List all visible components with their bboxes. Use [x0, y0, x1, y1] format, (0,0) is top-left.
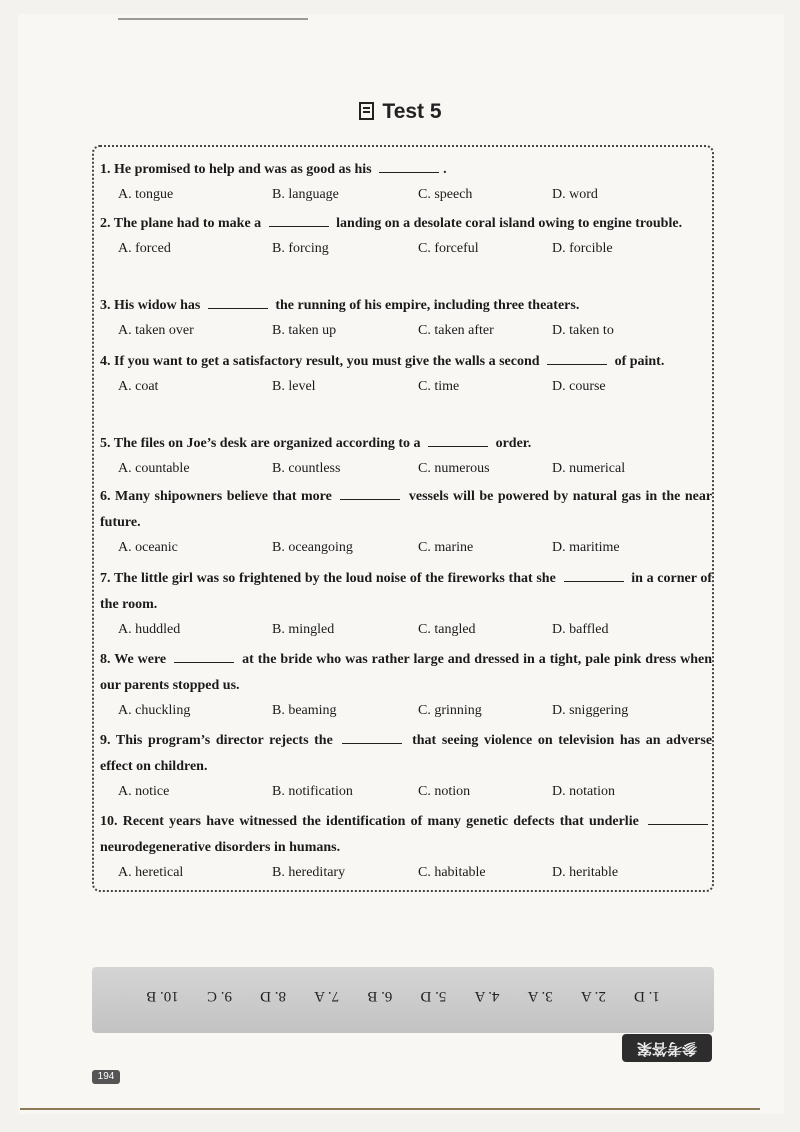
question-stem [100, 728, 712, 780]
question-6 [100, 484, 712, 562]
option-c: C. taken after [418, 323, 494, 338]
answer-blank [269, 214, 329, 227]
answer-blank [379, 160, 439, 173]
question-10 [100, 809, 712, 887]
answer-blank [547, 352, 607, 365]
option-a: A. heretical [118, 865, 184, 880]
question-number: 3. [100, 298, 111, 313]
question-number: 8. [100, 652, 111, 667]
option-b: B. mingled [272, 622, 335, 637]
question-number: 2. [100, 216, 111, 231]
option-d: D. sniggering [552, 703, 629, 718]
question-2 [100, 211, 712, 263]
options-row [100, 699, 712, 725]
options-row [100, 536, 712, 562]
options-row [100, 319, 712, 345]
question-8 [100, 647, 712, 725]
question-stem [100, 431, 712, 457]
question-stem [100, 293, 712, 319]
answer-blank [648, 812, 708, 825]
question-number: 5. [100, 436, 111, 451]
test-icon [358, 102, 376, 120]
option-a: A. oceanic [118, 540, 178, 555]
option-b: B. beaming [272, 703, 337, 718]
option-d: D. numerical [552, 461, 626, 476]
answer-item: 9. C [206, 988, 232, 1004]
page-title [0, 100, 800, 124]
answer-blank [564, 569, 624, 582]
option-a: A. huddled [118, 622, 181, 637]
question-number: 9. [100, 733, 111, 748]
option-b: B. countless [272, 461, 341, 476]
option-a: A. notice [118, 784, 170, 799]
option-a: A. taken over [118, 323, 194, 338]
answer-blank [174, 650, 234, 663]
stem-text-after: neurodegenerative disorders in humans. [100, 840, 341, 855]
question-4 [100, 349, 712, 401]
stem-text: This program’s director rejects the [115, 733, 333, 748]
question-stem [100, 157, 712, 183]
question-5 [100, 431, 712, 483]
option-c: C. grinning [418, 703, 482, 718]
option-d: D. taken to [552, 323, 614, 338]
option-d: D. baffled [552, 622, 609, 637]
answer-item: 5. D [420, 988, 447, 1004]
stem-text-after: that seeing violence on television has an adverse effect on children. [100, 733, 713, 774]
option-c: C. time [418, 379, 460, 394]
answer-blank [208, 296, 268, 309]
options-row [100, 375, 712, 401]
answer-item: 4. A [474, 988, 500, 1004]
stem-text-after: of paint. [614, 354, 665, 369]
answer-key-bar [92, 967, 714, 1033]
stem-text: The files on Joe’s desk are organized according to a [113, 436, 421, 451]
stem-text: We were [114, 652, 167, 667]
stem-text: If you want to get a satisfactory result, you must give the walls a second [114, 354, 540, 369]
option-b: B. taken up [272, 323, 337, 338]
stem-text: He promised to help and was as good as his [114, 162, 372, 177]
answer-item: 7. A [314, 988, 340, 1004]
options-row [100, 183, 712, 209]
option-c: C. notion [418, 784, 471, 799]
option-c: C. numerous [418, 461, 490, 476]
options-row [100, 457, 712, 483]
answer-blank [428, 434, 488, 447]
question-7 [100, 566, 712, 644]
question-stem [100, 647, 712, 699]
option-b: B. level [272, 379, 316, 394]
stem-text: Many shipowners believe that more [115, 489, 332, 504]
stem-text: The plane had to make a [113, 216, 262, 231]
answer-blank [342, 731, 402, 744]
option-a: A. coat [118, 379, 159, 394]
options-row [100, 861, 712, 887]
question-9 [100, 728, 712, 806]
option-c: C. tangled [418, 622, 476, 637]
question-number: 1. [100, 162, 111, 177]
options-row [100, 618, 712, 644]
question-stem [100, 349, 712, 375]
option-d: D. forcible [552, 241, 613, 256]
question-number: 4. [100, 354, 111, 369]
header-rule [118, 18, 308, 20]
stem-text-after: order. [495, 436, 532, 451]
question-number: 6. [100, 489, 111, 504]
question-number: 10. [100, 814, 118, 829]
footer-rule [20, 1108, 760, 1110]
option-d: D. course [552, 379, 606, 394]
title-text: Test 5 [382, 100, 442, 123]
option-d: D. word [552, 187, 598, 202]
option-a: A. countable [118, 461, 190, 476]
answer-key-label: 参考答案 [622, 1034, 712, 1062]
options-row [100, 780, 712, 806]
option-b: B. oceangoing [272, 540, 353, 555]
stem-text: Recent years have witnessed the identification of many genetic defects that underlie [122, 814, 639, 829]
stem-text-after: . [443, 162, 447, 177]
answer-item: 8. D [260, 988, 286, 1004]
option-c: C. marine [418, 540, 474, 555]
option-b: B. forcing [272, 241, 329, 256]
answer-item: 3. A [527, 988, 553, 1004]
option-d: D. maritime [552, 540, 620, 555]
question-stem [100, 809, 712, 861]
answer-blank [340, 487, 400, 500]
question-1 [100, 157, 712, 209]
option-b: B. language [272, 187, 339, 202]
answer-item: 1. D [634, 988, 660, 1004]
question-3 [100, 293, 712, 345]
stem-text: The little girl was so frightened by the loud noise of the fireworks that she [113, 571, 556, 586]
option-a: A. forced [118, 241, 171, 256]
option-d: D. notation [552, 784, 615, 799]
stem-text-after: vessels will be powered by natural gas in the near future. [100, 489, 713, 530]
option-b: B. notification [272, 784, 353, 799]
options-row [100, 237, 712, 263]
option-a: A. chuckling [118, 703, 191, 718]
stem-text-after: in a corner of the room. [100, 571, 713, 612]
answer-list [92, 987, 714, 1004]
question-stem [100, 211, 712, 237]
page-number: 194 [92, 1070, 120, 1084]
option-b: B. hereditary [272, 865, 346, 880]
stem-text-after: at the bride who was rather large and dressed in a tight, pale pink dress when our parents stopped us. [100, 652, 713, 693]
option-c: C. speech [418, 187, 473, 202]
option-a: A. tongue [118, 187, 174, 202]
stem-text-after: landing on a desolate coral island owing to engine trouble. [336, 216, 683, 231]
answer-item: 2. A [580, 988, 606, 1004]
answer-item: 6. B [367, 988, 393, 1004]
option-c: C. forceful [418, 241, 479, 256]
question-stem [100, 566, 712, 618]
stem-text: His widow has [114, 298, 201, 313]
answer-item: 10. B [146, 988, 179, 1004]
option-c: C. habitable [418, 865, 486, 880]
question-stem [100, 484, 712, 536]
question-number: 7. [100, 571, 111, 586]
option-d: D. heritable [552, 865, 619, 880]
stem-text-after: the running of his empire, including three theaters. [275, 298, 580, 313]
